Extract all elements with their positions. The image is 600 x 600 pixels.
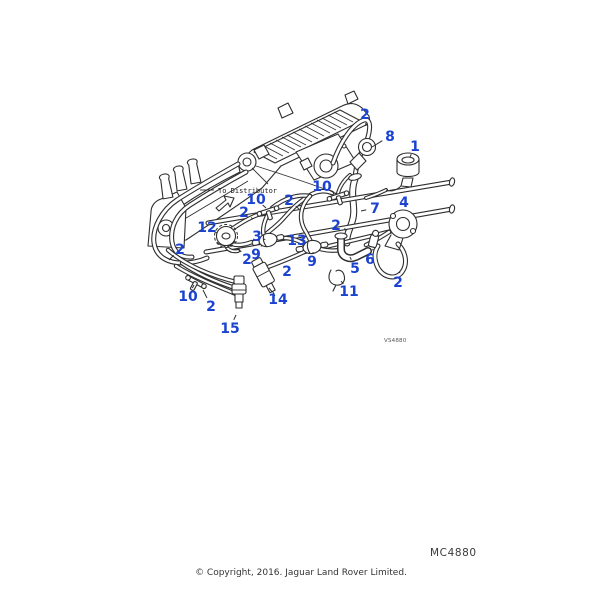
callout-number-2-13: 2 <box>175 242 185 258</box>
callout-number-9-16: 9 <box>307 254 317 270</box>
leader-line <box>361 210 366 211</box>
callout-number-2-24: 2 <box>206 299 216 315</box>
page-code: MC4880 <box>430 547 477 559</box>
callout-number-10-3: 10 <box>312 179 332 195</box>
callout-number-2-0: 2 <box>360 107 370 123</box>
callout-number-10-22: 10 <box>178 289 198 305</box>
callout-number-4-6: 4 <box>399 195 409 211</box>
callout-number-11-21: 11 <box>339 284 359 300</box>
callout-number-2-9: 2 <box>331 218 341 234</box>
callout-number-2-19: 2 <box>282 264 292 280</box>
callout-number-10-4: 10 <box>246 192 266 208</box>
figure-code-watermark: VS4880 <box>384 338 407 344</box>
part-4-air-valve <box>385 210 417 250</box>
callout-number-7-7: 7 <box>370 201 380 217</box>
leader-line <box>203 290 207 298</box>
callout-number-14-23: 14 <box>268 292 288 308</box>
callout-number-15-25: 15 <box>220 321 240 337</box>
callout-number-2-20: 2 <box>393 275 403 291</box>
callout-number-13-12: 13 <box>287 233 307 249</box>
part-15-injector <box>232 276 246 308</box>
leader-line <box>264 239 265 240</box>
callout-number-6-17: 6 <box>365 252 375 268</box>
part-8-elbow-connector <box>350 139 376 171</box>
callout-number-1-2: 1 <box>410 139 420 155</box>
part-1-vacuum-valve <box>386 153 419 191</box>
callout-number-5-18: 5 <box>350 261 360 277</box>
leader-line <box>234 315 236 320</box>
callout-number-2-15: 2 <box>242 252 252 268</box>
to-distributor-label: To Distributor <box>218 187 278 195</box>
callout-number-3-11: 3 <box>252 229 262 245</box>
callout-number-2-5: 2 <box>284 193 294 209</box>
callout-number-2-8: 2 <box>239 205 249 221</box>
copyright-text: © Copyright, 2016. Jaguar Land Rover Limited. <box>195 568 407 578</box>
callout-number-12-10: 12 <box>197 220 217 236</box>
callout-number-9-14: 9 <box>251 247 261 263</box>
callout-number-8-1: 8 <box>385 129 395 145</box>
